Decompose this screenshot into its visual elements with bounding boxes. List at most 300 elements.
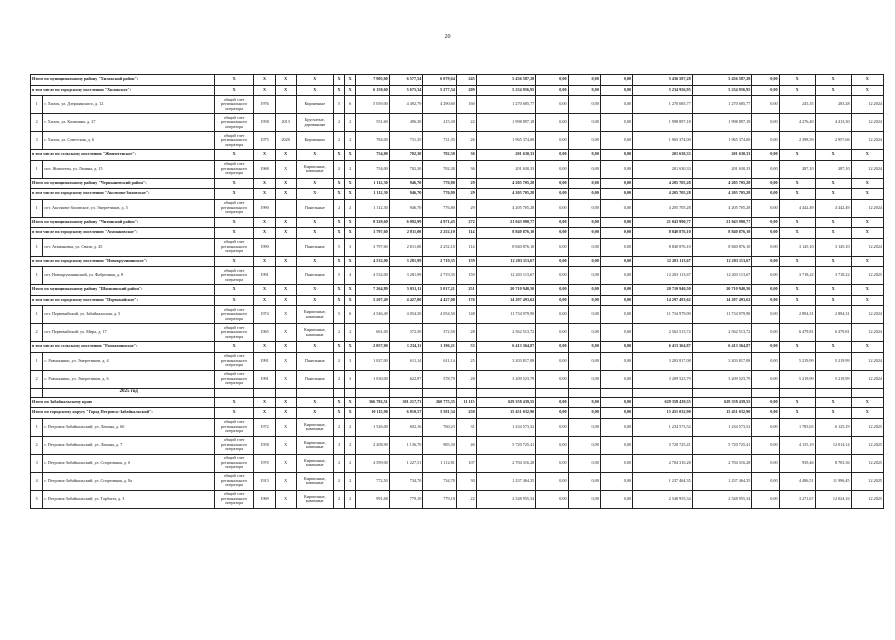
table-cell: X	[254, 295, 275, 306]
subtotal-row	[31, 150, 884, 161]
table-cell: X	[275, 342, 296, 353]
subtotal-row	[31, 178, 884, 189]
table-cell: 0,00	[568, 472, 600, 490]
table-cell: 1 234,11	[389, 342, 423, 353]
table-cell: 11 115	[456, 397, 476, 408]
table-cell: 26	[456, 132, 476, 150]
table-cell: 2	[345, 454, 356, 472]
table-cell: X	[275, 285, 296, 296]
table-cell: X	[275, 436, 296, 454]
table-cell: 11 734 979,90	[692, 306, 752, 324]
table-cell: X	[333, 408, 344, 419]
table-cell: 36	[456, 150, 476, 161]
table-cell: X	[214, 189, 254, 200]
table-cell: 2 719,35	[423, 267, 457, 285]
table-cell: X	[815, 75, 851, 86]
table-cell: 1 526,00	[356, 418, 390, 436]
table-cell	[600, 388, 632, 397]
table-cell: 0,00	[568, 96, 600, 114]
table-cell: X	[214, 397, 254, 408]
subtotal-label: Итого по Забайкальскому краю	[31, 397, 215, 408]
table-cell: Кирпичные, каменные	[296, 160, 333, 178]
table-cell: 0,00	[536, 490, 568, 508]
table-cell: 991,68	[356, 490, 390, 508]
table-cell: 12 203 113,67	[476, 256, 536, 267]
table-cell: общий счет регионального оператора	[214, 160, 254, 178]
table-cell: 114	[456, 238, 476, 256]
table-cell: 5 039,00	[356, 96, 390, 114]
table-cell: 702,30	[423, 150, 457, 161]
table-cell: 6 125,19	[815, 418, 851, 436]
table-cell: 15 451 032,90	[476, 408, 536, 419]
table-cell: X	[345, 189, 356, 200]
table-cell: Кирпичные	[296, 96, 333, 114]
table-cell	[356, 388, 390, 397]
table-row	[31, 370, 884, 388]
table-cell: X	[333, 85, 344, 96]
table-cell: X	[214, 150, 254, 161]
table-cell: X	[275, 150, 296, 161]
table-cell: 754,00	[356, 150, 390, 161]
table-cell: 1968	[254, 160, 275, 178]
table-cell: 5 219,99	[815, 352, 851, 370]
table-cell: 2 562 513,72	[692, 324, 752, 342]
subtotal-label: Итого по муниципальному району "Хилокский район":	[31, 75, 215, 86]
table-cell: X	[254, 178, 275, 189]
table-cell: X	[333, 256, 344, 267]
table-cell: 0,00	[752, 114, 779, 132]
table-cell: 0,00	[752, 85, 779, 96]
table-cell: 6 479,81	[779, 324, 815, 342]
table-cell: 754,00	[356, 160, 390, 178]
table-cell: 14 297 493,62	[633, 295, 693, 306]
table-cell: 0,00	[600, 295, 632, 306]
table-row	[31, 324, 884, 342]
table-cell: 1 027,00	[356, 352, 390, 370]
table-cell: 12.2024	[851, 352, 883, 370]
table-cell: 12.2025	[851, 418, 883, 436]
subtotal-label: Итого по муниципальному району "Читинский район":	[31, 217, 215, 228]
table-cell: 731,35	[423, 132, 457, 150]
table-cell: 0,00	[536, 75, 568, 86]
table-cell: 2	[345, 114, 356, 132]
table-cell: X	[815, 256, 851, 267]
table-cell: 0,00	[568, 238, 600, 256]
table-cell	[275, 199, 296, 217]
table-cell: 2	[345, 490, 356, 508]
table-cell: X	[214, 408, 254, 419]
table-cell: 2 548 955,34	[633, 490, 693, 508]
table-cell: 0,00	[752, 132, 779, 150]
table-cell: 3 145,10	[779, 238, 815, 256]
table-cell: 201 630,33	[633, 160, 693, 178]
table-cell: 245	[456, 75, 476, 86]
table-cell: 5 219,99	[779, 352, 815, 370]
table-cell: X	[275, 408, 296, 419]
table-cell: 36	[456, 160, 476, 178]
table-cell: 0,00	[568, 228, 600, 239]
table-cell: 5 436 587,28	[633, 75, 693, 86]
table-cell: 1	[31, 199, 43, 217]
table-cell: 3	[345, 352, 356, 370]
table-cell: 10 115,90	[356, 408, 390, 419]
table-cell: 114	[456, 228, 476, 239]
table-cell: 2 704 316,28	[476, 454, 536, 472]
table-cell: X	[345, 295, 356, 306]
subtotal-label: в том числе по сельскому поселению "Размахнинское":	[31, 342, 215, 353]
table-cell	[214, 388, 254, 397]
table-cell: 201 630,33	[476, 150, 536, 161]
table-cell: 0,00	[600, 199, 632, 217]
table-cell: 5 436 587,28	[692, 75, 752, 86]
table-cell: 5 051,11	[389, 285, 423, 296]
table-cell: 5	[333, 306, 344, 324]
subtotal-row	[31, 397, 884, 408]
table-cell	[423, 388, 457, 397]
table-cell: X	[345, 85, 356, 96]
subtotal-label: Итого по муниципальному району "Шилкинский район":	[31, 285, 215, 296]
table-cell: с. Размахнино, ул. Энергетиков, д. 4	[43, 352, 214, 370]
table-cell: 5 720 725,41	[692, 436, 752, 454]
table-cell: 4 135,19	[779, 436, 815, 454]
table-cell: Кирпичные, каменные	[296, 418, 333, 436]
table-cell: 0,00	[536, 199, 568, 217]
table-cell: 2	[31, 370, 43, 388]
table-cell: X	[815, 150, 851, 161]
table-cell: X	[345, 217, 356, 228]
table-cell: 2 252,10	[423, 228, 457, 239]
table-cell: 4 205 705,28	[633, 189, 693, 200]
table-row	[31, 306, 884, 324]
table-cell: 0,00	[600, 160, 632, 178]
table-cell: 3 209 523,79	[692, 370, 752, 388]
table-cell: 6 413 364,87	[633, 342, 693, 353]
table-cell: 702,30	[389, 160, 423, 178]
table-cell: X	[345, 256, 356, 267]
table-cell: 0,00	[600, 85, 632, 96]
table-cell: 15 451 032,90	[633, 408, 693, 419]
table-cell: 1	[31, 352, 43, 370]
table-cell: 0,00	[568, 370, 600, 388]
table-cell: 1 234 573,52	[692, 418, 752, 436]
table-cell: 159	[456, 267, 476, 285]
table-cell: X	[345, 75, 356, 86]
table-cell: г. Петровск-Забайкальский, ул. Ленина, д. 60	[43, 418, 214, 436]
table-cell: г. Петровск-Забайкальский, ул. Тарбагат, д. 3	[43, 490, 214, 508]
table-cell: пос. Жипхеген, ул. Ленина, д. 15	[43, 160, 214, 178]
table-cell: 0,00	[600, 267, 632, 285]
table-cell: г. Петровск-Забайкальский, ул. Ленина, д. 7	[43, 436, 214, 454]
table-cell: 611,14	[423, 352, 457, 370]
table-cell: 2013	[275, 114, 296, 132]
table-cell: 3	[345, 238, 356, 256]
table-cell: 12 203 113,67	[476, 267, 536, 285]
table-cell: 6 413 364,87	[476, 342, 536, 353]
table-cell: 1991	[254, 370, 275, 388]
table-cell: X	[333, 189, 344, 200]
table-cell: 760,23	[423, 418, 457, 436]
table-row	[31, 238, 884, 256]
table-cell: X	[275, 178, 296, 189]
table-cell: X	[779, 228, 815, 239]
table-cell: 287,10	[815, 160, 851, 178]
table-cell: X	[254, 189, 275, 200]
table-cell: 0,00	[752, 267, 779, 285]
table-cell: 6 150,60	[356, 85, 390, 96]
table-cell: с. Размахнино, ул. Энергетиков, д. 6	[43, 370, 214, 388]
subtotal-label: в том числе по сельскому поселению "Жипхегенское":	[31, 150, 215, 161]
table-cell: 12 024,16	[815, 490, 851, 508]
table-cell: 0,00	[536, 256, 568, 267]
table-cell: 4 427,00	[389, 295, 423, 306]
table-cell: Брусчатые, деревянные	[296, 114, 333, 132]
table-cell: 5 720 725,41	[633, 436, 693, 454]
table-cell: 215,30	[423, 114, 457, 132]
table-cell: 0,00	[600, 217, 632, 228]
table-cell: 148	[456, 306, 476, 324]
table-cell: X	[254, 228, 275, 239]
table-cell: 4 532,00	[356, 256, 390, 267]
table-cell: 3 209 523,79	[633, 370, 693, 388]
table-cell	[633, 388, 693, 397]
table-cell: 12.2025	[851, 490, 883, 508]
table-cell: 3 203 817,08	[633, 352, 693, 370]
table-cell: 260 775,35	[423, 397, 457, 408]
table-cell: X	[296, 85, 333, 96]
table-cell: X	[345, 228, 356, 239]
table-cell: 0,00	[536, 454, 568, 472]
table-cell: X	[779, 295, 815, 306]
table-cell: 1	[31, 418, 43, 436]
table-cell: 0,00	[752, 295, 779, 306]
table-cell: 2 894,31	[815, 306, 851, 324]
table-cell: 1 234 573,52	[476, 418, 536, 436]
table-cell: 14 297 493,62	[476, 295, 536, 306]
table-cell: 0,00	[536, 150, 568, 161]
table-cell: 272	[456, 217, 476, 228]
table-cell: 578,79	[423, 370, 457, 388]
table-cell: X	[333, 397, 344, 408]
table-cell: 12.2024	[851, 96, 883, 114]
subtotal-row	[31, 189, 884, 200]
table-cell: общий счет регионального оператора	[214, 472, 254, 490]
table-cell: 11 734 979,90	[476, 306, 536, 324]
subtotal-label: в том числе по городскому поселению "Первомайское":	[31, 295, 215, 306]
table-cell: 1958	[254, 114, 275, 132]
table-cell: 2	[333, 454, 344, 472]
table-cell: 0,00	[600, 370, 632, 388]
table-cell: 2 811,00	[389, 238, 423, 256]
table-cell: 0,00	[536, 472, 568, 490]
table-cell: 5 219,99	[779, 370, 815, 388]
table-cell: 0,00	[536, 217, 568, 228]
table-cell: 4 276,40	[779, 114, 815, 132]
table-cell: 0,00	[752, 342, 779, 353]
table-cell: X	[333, 342, 344, 353]
table-cell: 1	[31, 160, 43, 178]
table-cell	[752, 388, 779, 397]
subtotal-label: Итого по городскому округу "Город Петровск-Забайкальский":	[31, 408, 215, 419]
table-cell: 28	[456, 370, 476, 388]
table-cell: X	[275, 472, 296, 490]
table-cell: 1 998 897,18	[692, 114, 752, 132]
table-cell: 2	[333, 114, 344, 132]
table-cell: 2	[333, 199, 344, 217]
table-cell: 12.2024	[851, 370, 883, 388]
table-cell: X	[275, 295, 296, 306]
table-cell: Кирпичные, каменные	[296, 490, 333, 508]
table-cell: 1	[31, 267, 43, 285]
table-row	[31, 490, 884, 508]
table-cell: 22	[456, 114, 476, 132]
table-cell: 5 234 956,95	[476, 85, 536, 96]
table-cell: 3 281,99	[389, 256, 423, 267]
table-cell: X	[851, 228, 883, 239]
table-cell: X	[851, 150, 883, 161]
table-cell: 8 840 876,10	[633, 238, 693, 256]
table-cell: 2020	[275, 132, 296, 150]
table-cell: 1969	[254, 490, 275, 508]
table-cell: 12.2024	[851, 324, 883, 342]
table-row	[31, 436, 884, 454]
table-cell: 1 998 897,18	[476, 114, 536, 132]
table-cell: 1 237 464,35	[633, 472, 693, 490]
table-body	[31, 75, 884, 509]
table-cell: 1 270 685,77	[476, 96, 536, 114]
table-cell: X	[851, 408, 883, 419]
table-cell: г. Хилок, ул. Советская, д. 6	[43, 132, 214, 150]
table-cell: 0,00	[600, 150, 632, 161]
table-cell: 0,00	[600, 285, 632, 296]
table-cell: 0,00	[600, 408, 632, 419]
table-cell: X	[275, 490, 296, 508]
table-cell: 1 136,70	[389, 436, 423, 454]
table-cell: X	[214, 342, 254, 353]
table-cell: 551,60	[356, 114, 390, 132]
table-cell: Кирпичные, каменные	[296, 436, 333, 454]
table-cell: 2 548 955,34	[476, 490, 536, 508]
table-cell: X	[333, 178, 344, 189]
table-cell: X	[815, 85, 851, 96]
table-cell: 6	[345, 96, 356, 114]
table-cell: 779,10	[389, 490, 423, 508]
table-cell: 3 203 817,08	[476, 352, 536, 370]
table-cell: 4 054,50	[389, 306, 423, 324]
table-cell: 12.2024	[851, 132, 883, 150]
table-cell: 4 205 705,28	[476, 178, 536, 189]
table-cell: 3 797,60	[356, 228, 390, 239]
table-cell: 2	[345, 132, 356, 150]
year-section-row	[31, 388, 884, 397]
table-cell: 283,28	[815, 96, 851, 114]
table-cell: 0,00	[752, 436, 779, 454]
table-cell: 1	[31, 306, 43, 324]
table-cell: пгт. Первомайский, ул. Забайкальская, д. 5	[43, 306, 214, 324]
table-cell: 0,00	[752, 75, 779, 86]
table-cell: 6	[345, 306, 356, 324]
table-cell: общий счет регионального оператора	[214, 132, 254, 150]
table-cell: X	[296, 397, 333, 408]
subtotal-row	[31, 228, 884, 239]
subtotal-row	[31, 85, 884, 96]
table-cell: 159	[456, 256, 476, 267]
table-cell: 2	[333, 490, 344, 508]
table-cell: общий счет регионального оператора	[214, 114, 254, 132]
table-cell: 2 704 316,28	[692, 454, 752, 472]
table-cell: 12 203 113,67	[633, 256, 693, 267]
table-cell: 3 718,22	[779, 267, 815, 285]
table-cell: 0,00	[568, 75, 600, 86]
table-cell: 2 719,35	[423, 256, 457, 267]
table-cell	[31, 388, 43, 397]
table-cell: 4 486,51	[779, 472, 815, 490]
table-cell: 5	[333, 96, 344, 114]
table-cell: X	[254, 342, 275, 353]
table-cell: пгт. Первомайский, ул. Мира, д. 17	[43, 324, 214, 342]
table-cell: 1976	[254, 96, 275, 114]
table-cell: общий счет регионального оператора	[214, 306, 254, 324]
table-cell: 30	[456, 472, 476, 490]
table-cell: 2 894,31	[779, 306, 815, 324]
table-cell: 4 971,45	[423, 217, 457, 228]
table-cell: X	[275, 189, 296, 200]
table-cell: 0,00	[752, 418, 779, 436]
table-cell: общий счет регионального оператора	[214, 238, 254, 256]
table-cell: Панельные	[296, 352, 333, 370]
subtotal-row	[31, 408, 884, 419]
table-cell: 1 237 464,35	[692, 472, 752, 490]
table-cell: X	[275, 85, 296, 96]
table-cell: общий счет регионального оператора	[214, 324, 254, 342]
table-cell: 1 965 374,00	[633, 132, 693, 150]
table-cell: 0,00	[568, 217, 600, 228]
table-cell: 372,50	[423, 324, 457, 342]
table-cell: 5 720 725,41	[476, 436, 536, 454]
table-cell: 1 227,51	[389, 454, 423, 472]
table-cell: X	[296, 150, 333, 161]
table-cell: 2	[31, 436, 43, 454]
table-cell: X	[296, 285, 333, 296]
table-cell: 0,00	[568, 150, 600, 161]
table-cell: 11 996,45	[815, 472, 851, 490]
table-cell: 2 562 513,72	[476, 324, 536, 342]
table-cell: X	[296, 75, 333, 86]
table-cell: X	[815, 408, 851, 419]
subtotal-row	[31, 285, 884, 296]
table-cell: Панельные	[296, 370, 333, 388]
table-cell: 1975	[254, 132, 275, 150]
table-cell: 1990	[254, 238, 275, 256]
table-cell: 1 030,00	[356, 370, 390, 388]
table-cell	[692, 388, 752, 397]
table-cell: 0,00	[536, 96, 568, 114]
table-cell: 31	[456, 418, 476, 436]
table-cell: 0,00	[568, 132, 600, 150]
table-cell: 5 234 956,95	[633, 85, 693, 96]
table-cell: 8 840 876,10	[476, 228, 536, 239]
table-cell: 2	[345, 324, 356, 342]
table-cell: 0,00	[536, 408, 568, 419]
table-cell: 0,00	[752, 454, 779, 472]
table-cell: 12 203 113,67	[633, 267, 693, 285]
table-cell: 7 905,60	[356, 75, 390, 86]
table-cell: 5 017,21	[423, 285, 457, 296]
table-cell: 1	[31, 96, 43, 114]
table-cell	[536, 388, 568, 397]
table-cell: 0,00	[600, 454, 632, 472]
table-cell: X	[214, 85, 254, 96]
table-cell: общий счет регионального оператора	[214, 418, 254, 436]
